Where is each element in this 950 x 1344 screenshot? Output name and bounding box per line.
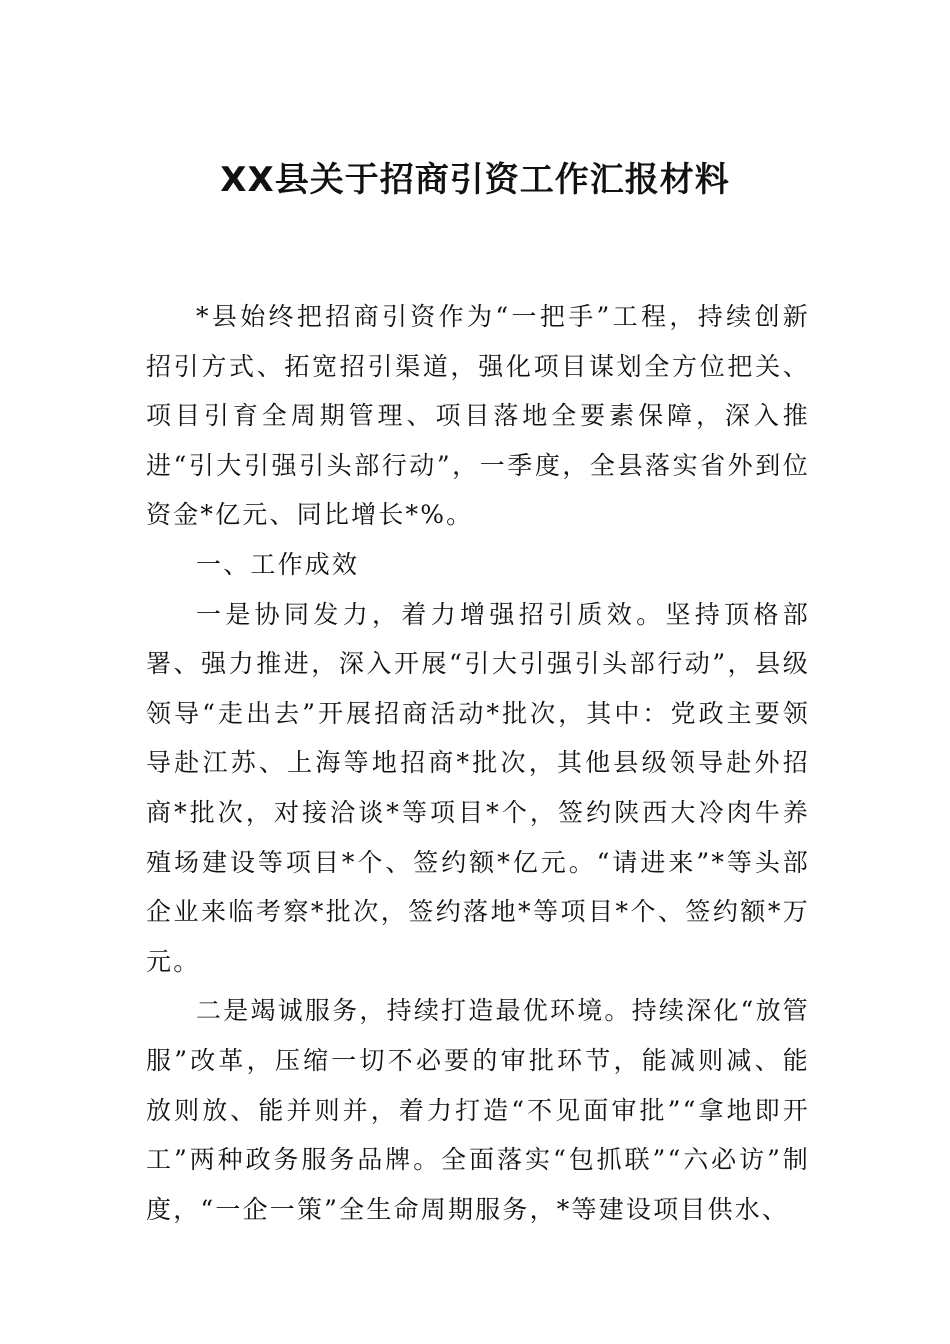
paragraph-second-point: 二是竭诚服务，持续打造最优环境。持续深化“放管服”改革，压缩一切不必要的审批环节，能减则减、能放则放、能并则并，着力打造“不见面审批”“拿地即开工”两种政务服务品牌。全面落实“包抓联”“六必访”制度，“一企一策”全生命周期服务，*等建设项目供水、 — [146, 996, 810, 1224]
paragraph-intro: *县始终把招商引资作为“一把手”工程，持续创新招引方式、拓宽招引渠道，强化项目谋划全方位把关、项目引育全周期管理、项目落地全要素保障，深入推进“引大引强引头部行动”，一季度，全县落实省外到位资金*亿元、同比增长*%。 — [146, 302, 810, 530]
document-title: XX县关于招商引资工作汇报材料 — [220, 160, 730, 200]
document-body — [146, 292, 810, 1234]
section-heading: 一、工作成效 — [196, 549, 360, 579]
paragraph-first-point: 一是协同发力，着力增强招引质效。坚持顶格部署、强力推进，深入开展“引大引强引头部行动”，县级领导“走出去”开展招商活动*批次，其中：党政主要领导赴江苏、上海等地招商*批次，其他县级领导赴外招商*批次，对接洽谈*等项目*个，签约陕西大冷肉牛养殖场建设等项目*个、签约额*亿元。“请进来”*等头部企业来临考察*批次，签约落地*等项目*个、签约额*万元。 — [146, 599, 810, 976]
